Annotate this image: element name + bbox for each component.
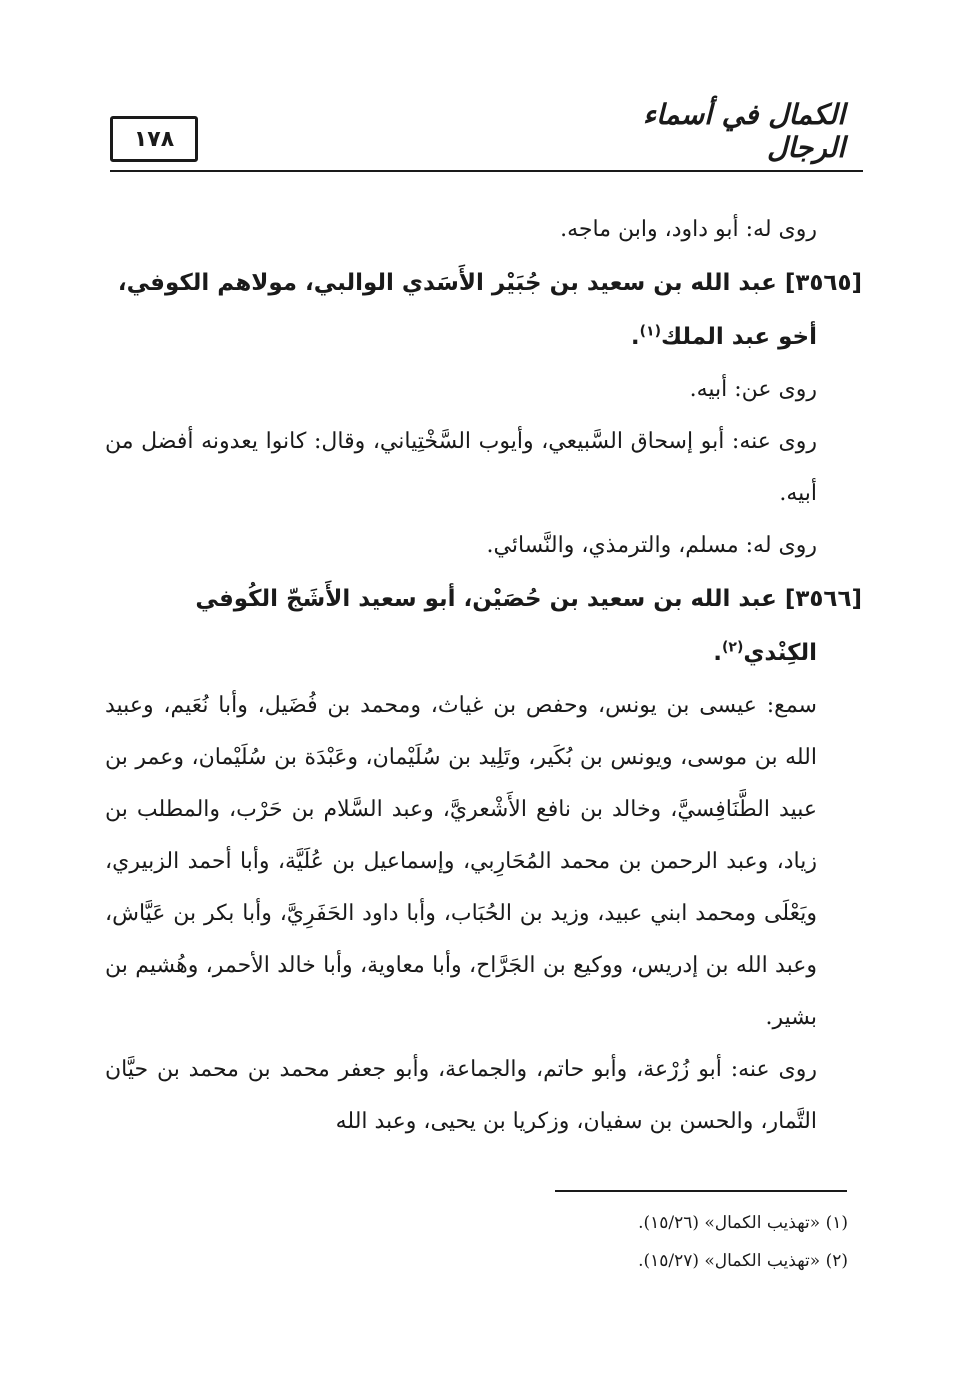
main-text [105, 204, 862, 1148]
entry-name: عبد الله بن سعيد بن جُبَيْر الأَسَدي الوالبي، مولاهم الكوفي، [117, 270, 785, 296]
entry-3566-heading-cont: الكِنْدي$^{(٢)}$. [713, 639, 817, 666]
footnote-rule [555, 1190, 847, 1192]
entry-name-cont: الكِنْدي [743, 640, 817, 666]
entry-number: [٣٥٦٦] [784, 586, 862, 612]
footnote-1: (١) «تهذيب الكمال» (١٥/٢٦). [638, 1213, 848, 1233]
entry-3565-heading [105, 256, 862, 310]
running-title: الكمال في أسماء الرجال [642, 98, 845, 164]
paragraph-narrated-by: روى له: أبو داود، وابن ماجه. [560, 217, 817, 242]
entry-name-cont: أخو عبد الملك [660, 324, 817, 350]
entry-3565-heading-cont: أخو عبد الملك$^{(١)}$. [630, 323, 817, 350]
entry-name: عبد الله بن سعيد بن حُصَيْن، أبو سعيد الأَشَجّ الكُوفي [195, 586, 785, 612]
footnote-ref-1[interactable]: (١) [639, 323, 661, 340]
entry-3566-heading [105, 572, 862, 626]
paragraph-narrators: روى عنه: أبو إسحاق السَّبيعي، وأيوب السَّخْتِياني، وقال: كانوا يعدونه أفضل من أبيه. [105, 429, 817, 506]
page-number-box [110, 116, 198, 162]
paragraph-narrated-from: روى عن: أبيه. [689, 377, 817, 402]
entry-number: [٣٥٦٥] [784, 270, 862, 296]
footnotes [348, 1204, 848, 1280]
footnote-2: (٢) «تهذيب الكمال» (١٥/٢٧). [638, 1251, 848, 1271]
page-number: ١٧٨ [133, 126, 175, 152]
header-rule [110, 170, 863, 172]
paragraph-heard-from: سمع: عيسى بن يونس، وحفص بن غياث، ومحمد بن فُضَيل، وأبا نُعَيم، وعبيد الله بن موسى، ويونس بن بُكَير، وتَلِيد بن سُلَيْمان، وعَبْدَة بن سُلَيْمان، وعمر بن عبيد الطَّنَافِسيَّ، وخالد بن نافع الأَشْعريَّ، وعبد السَّلام بن حَرْب، والمطلب بن زياد، وعبد الرحمن بن محمد المُحَارِبي، وإسماعيل بن عُلَيَّة، وأبا أحمد الزبيري، ويَعْلَى ومحمد ابني عبيد، وزيد بن الحُبَاب، وأبا داود الحَفَرِيَّ، وأبا بكر بن عَيَّاش، وعبد الله بن إدريس، ووكيع بن الجَرَّاح، وأبا معاوية، وأبا خالد الأحمر، وهُشيم بن بشير. [105, 693, 817, 1030]
paragraph-narrators-2: روى عنه: أبو زُرْعة، وأبو حاتم، والجماعة، وأبو جعفر محمد بن محمد بن حيَّان التَّمار، والحسن بن سفيان، وزكريا بن يحيى، وعبد الله [105, 1057, 817, 1134]
paragraph-narrated-by-2: روى له: مسلم، والترمذي، والنَّسائي. [486, 533, 817, 558]
footnote-ref-2[interactable]: (٢) [721, 639, 744, 656]
